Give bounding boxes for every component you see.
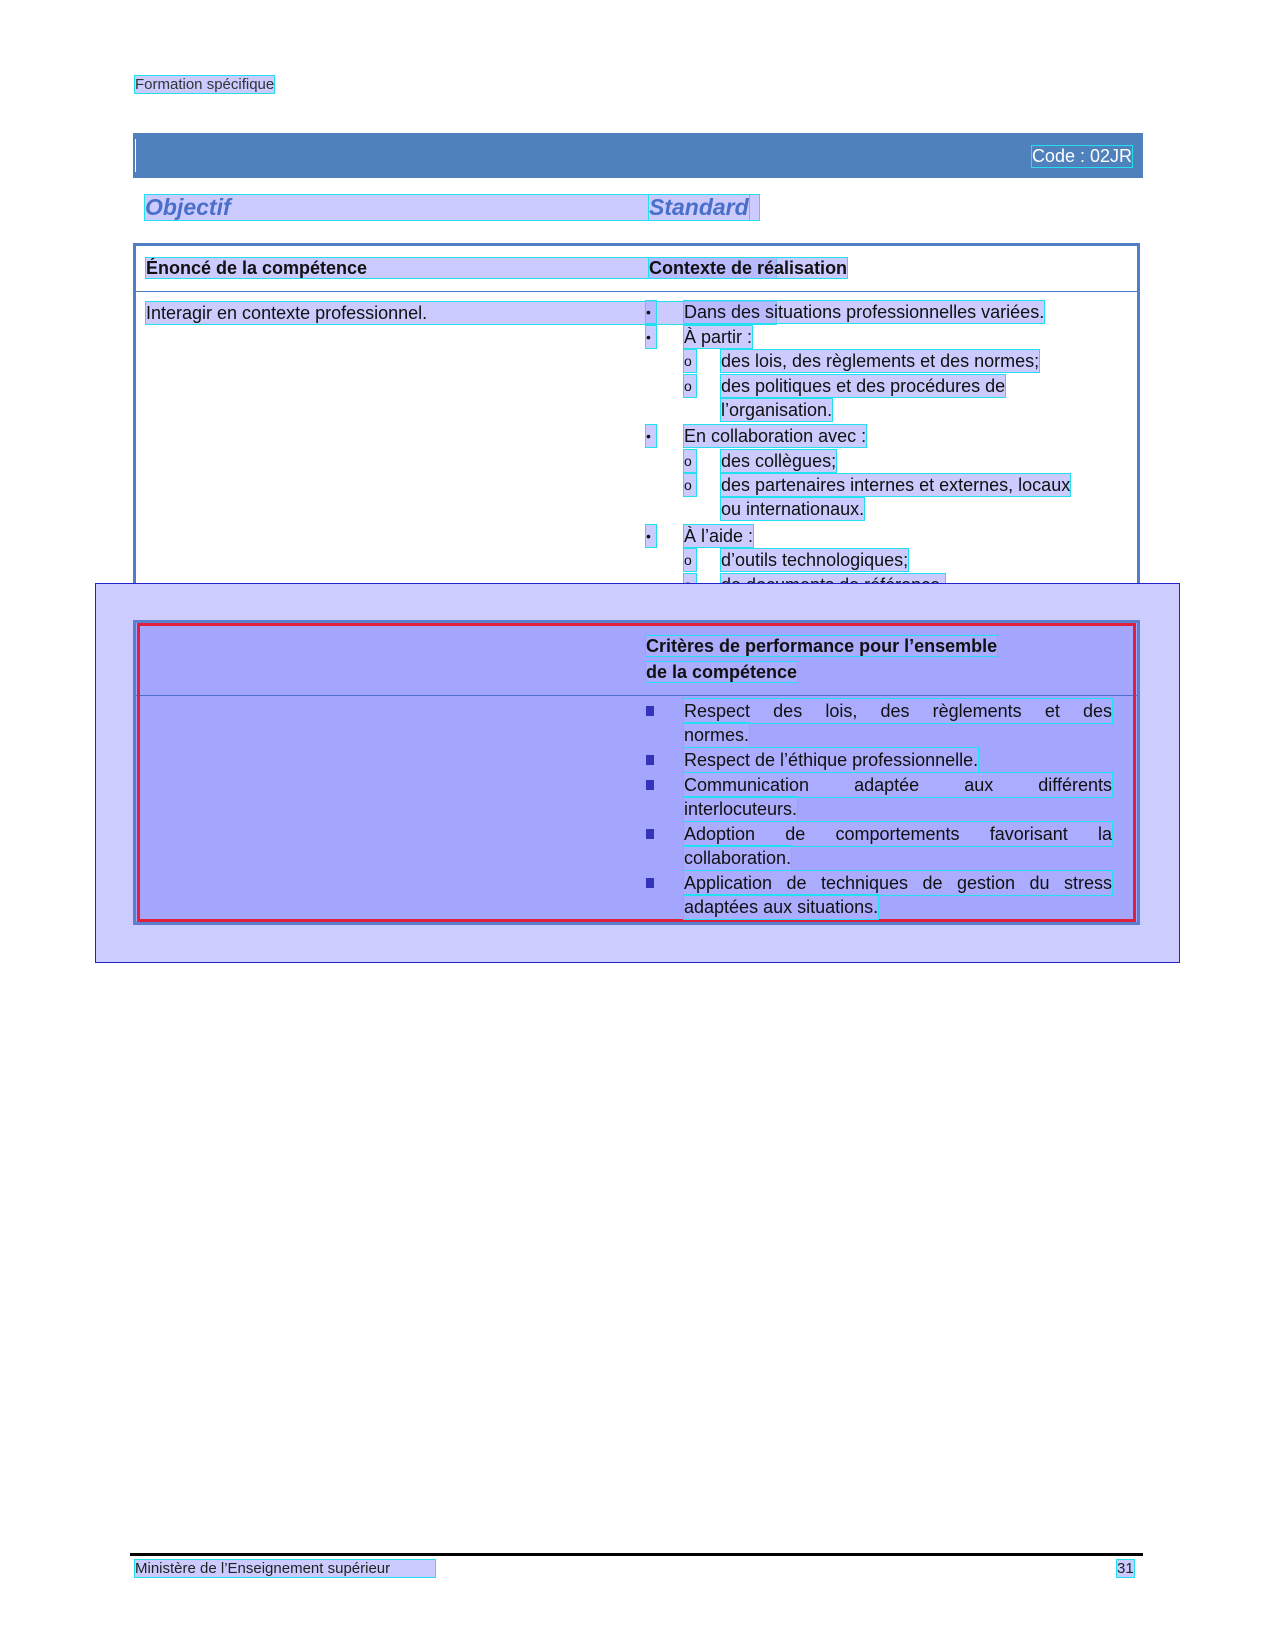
bullet-icon: • [646,301,656,323]
context-item: En collaboration avec : [684,426,867,446]
criterion-line: Respect de l’éthique professionnelle. [684,750,979,770]
code-bar [133,133,1143,178]
table-header-divider [136,291,1137,292]
criterion-line: Application de techniques de gestion du stress [684,873,1112,893]
criterion-line: interlocuteurs. [684,799,798,819]
column-header-contexte: Contexte de réalisation [649,258,848,278]
competence-table [133,243,1140,602]
criterion-line: adaptées aux situations. [684,897,879,917]
criterion-item [684,699,1112,747]
standard-title: Standard [649,194,749,220]
sub-bullet-icon: o [684,350,696,372]
sub-bullet-icon: o [684,549,696,571]
criterion-line: Respect des lois, des règlements et des [684,701,1112,721]
context-item: d’outils technologiques; [721,550,909,570]
criterion-line: Communication adaptée aux différents [684,775,1112,795]
context-item: des collègues; [721,451,837,471]
criterion-line: normes. [684,725,750,745]
competency-code: Code : 02JR [1031,146,1132,166]
competence-statement: Interagir en contexte professionnel. [146,302,776,324]
criterion-item [684,748,1112,772]
criteria-header-line2: de la compétence [646,662,798,682]
context-item: des politiques et des procédures de [721,376,1006,396]
bullet-icon [646,878,654,888]
bullet-icon: • [646,326,656,348]
context-item: À l’aide : [684,526,754,546]
criterion-line: collaboration. [684,848,792,868]
criteria-header [646,633,1050,685]
sub-bullet-icon: o [684,474,696,496]
context-item: Dans des situations professionnelles variées. [684,302,1045,322]
code-bar-divider [135,139,136,172]
footer-rule [130,1553,1143,1556]
footer-ministry: Ministère de l’Enseignement supérieur [135,1560,435,1577]
context-item: l’organisation. [721,400,833,420]
criteria-header-line1: Critères de performance pour l’ensemble [646,636,998,656]
page-header: Formation spécifique [135,76,275,93]
column-header-enonce: Énoncé de la compétence [146,258,776,278]
bullet-icon [646,780,654,790]
criterion-line: Adoption de comportements favorisant la [684,824,1112,844]
sub-bullet-icon: o [684,375,696,397]
context-item: ou internationaux. [721,499,865,519]
objective-title: Objectif [145,195,759,220]
context-item: des partenaires internes et externes, locaux [721,475,1071,495]
context-item: des lois, des règlements et des normes; [721,351,1040,371]
bullet-icon: • [646,425,656,447]
sub-bullet-icon: o [684,450,696,472]
criterion-item [684,773,1112,821]
bullet-icon [646,706,654,716]
bullet-icon [646,829,654,839]
bullet-icon: • [646,525,656,547]
bullet-icon [646,755,654,765]
page-number: 31 [1117,1560,1134,1577]
criterion-item [684,871,1112,919]
criterion-item [684,822,1112,870]
context-item: À partir : [684,327,753,347]
